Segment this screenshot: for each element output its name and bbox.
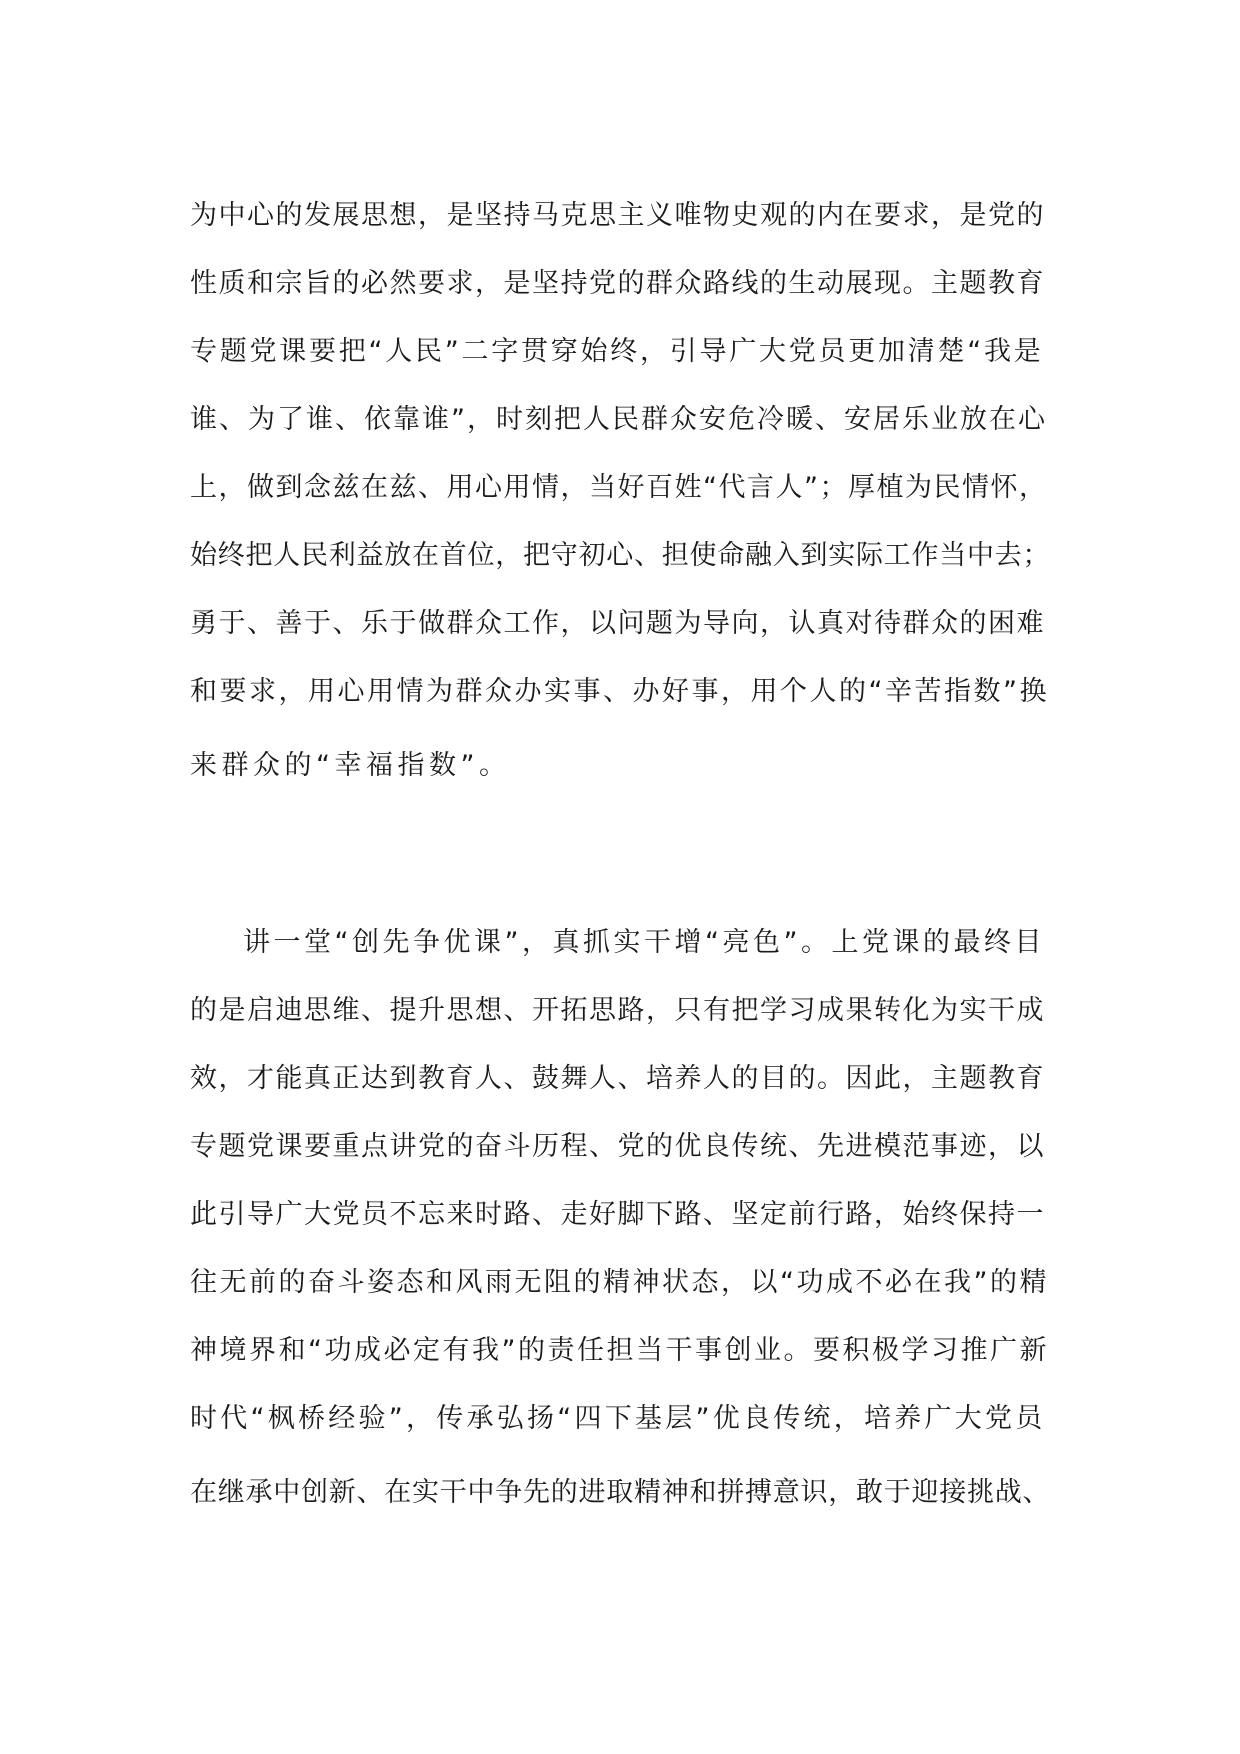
text-line: 往无前的奋斗姿态和风雨无阻的精神状态，以“功成不必在我”的精 [190, 1267, 1049, 1298]
text-line: 效，才能真正达到教育人、鼓舞人、培养人的目的。因此，主题教育 [190, 1063, 1045, 1094]
text-line: 为中心的发展思想，是坚持马克思主义唯物史观的内在要求，是党的 [190, 200, 1045, 231]
text-line: 神境界和“功成必定有我”的责任担当干事创业。要积极学习推广新 [190, 1335, 1049, 1366]
text-line: 专题党课要把“人民”二字贯穿始终，引导广大党员更加清楚“我是 [190, 336, 1044, 367]
text-line: 来群众的“幸福指数”。 [190, 750, 511, 781]
text-line: 勇于、善于、乐于做群众工作，以问题为导向，认真对待群众的困难 [190, 608, 1045, 639]
text-line: 此引导广大党员不忘来时路、走好脚下路、坚定前行路，始终保持一 [190, 1199, 1045, 1230]
text-line: 讲一堂“创先争优课”，真抓实干增“亮色”。上党课的最终目 [243, 927, 1045, 958]
text-line: 和要求，用心用情为群众办实事、办好事，用个人的“辛苦指数”换 [190, 676, 1049, 707]
text-line: 在继承中创新、在实干中争先的进取精神和拼搏意识，敢于迎接挑战、 [190, 1477, 1051, 1508]
text-line: 专题党课要重点讲党的奋斗历程、党的优良传统、先进模范事迹，以 [190, 1131, 1045, 1162]
text-line: 性质和宗旨的必然要求，是坚持党的群众路线的生动展现。主题教育 [190, 268, 1045, 299]
text-line: 上，做到念兹在兹、用心用情，当好百姓“代言人”；厚植为民情怀， [190, 472, 1048, 503]
text-line: 始终把人民利益放在首位，把守初心、担使命融入到实际工作当中去； [190, 540, 1051, 571]
text-line: 时代“枫桥经验”，传承弘扬“四下基层”优良传统，培养广大党员 [190, 1403, 1046, 1434]
text-line: 的是启迪思维、提升思想、开拓思路，只有把学习成果转化为实干成 [190, 995, 1045, 1026]
text-line: 谁、为了谁、依靠谁”，时刻把人民群众安危冷暖、安居乐业放在心 [190, 404, 1047, 435]
